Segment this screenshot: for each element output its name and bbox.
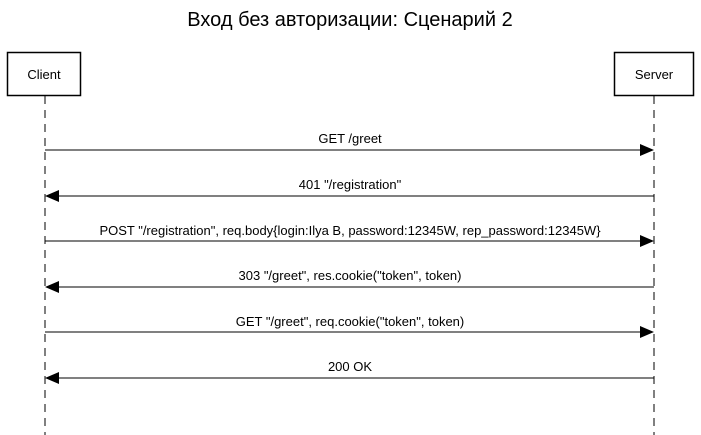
message-5-label: GET "/greet", req.cookie("token", token): [235, 314, 465, 329]
client-actor-label: Client: [27, 67, 61, 82]
server-actor-box: [615, 53, 694, 96]
message-4-label: 303 "/greet", res.cookie("token", token): [238, 268, 462, 283]
message-6-label: 200 OK: [327, 359, 373, 374]
server-actor-label: Server: [634, 67, 674, 82]
message-3-label: POST "/registration", req.body{login:Ilya B, password:12345W, rep_password:12345W}: [99, 223, 601, 238]
message-2-label: 401 "/registration": [298, 177, 402, 192]
client-actor-box: [8, 53, 81, 96]
diagram-title: Вход без авторизации: Сценарий 2: [187, 9, 513, 31]
message-1-label: GET /greet: [318, 131, 382, 146]
